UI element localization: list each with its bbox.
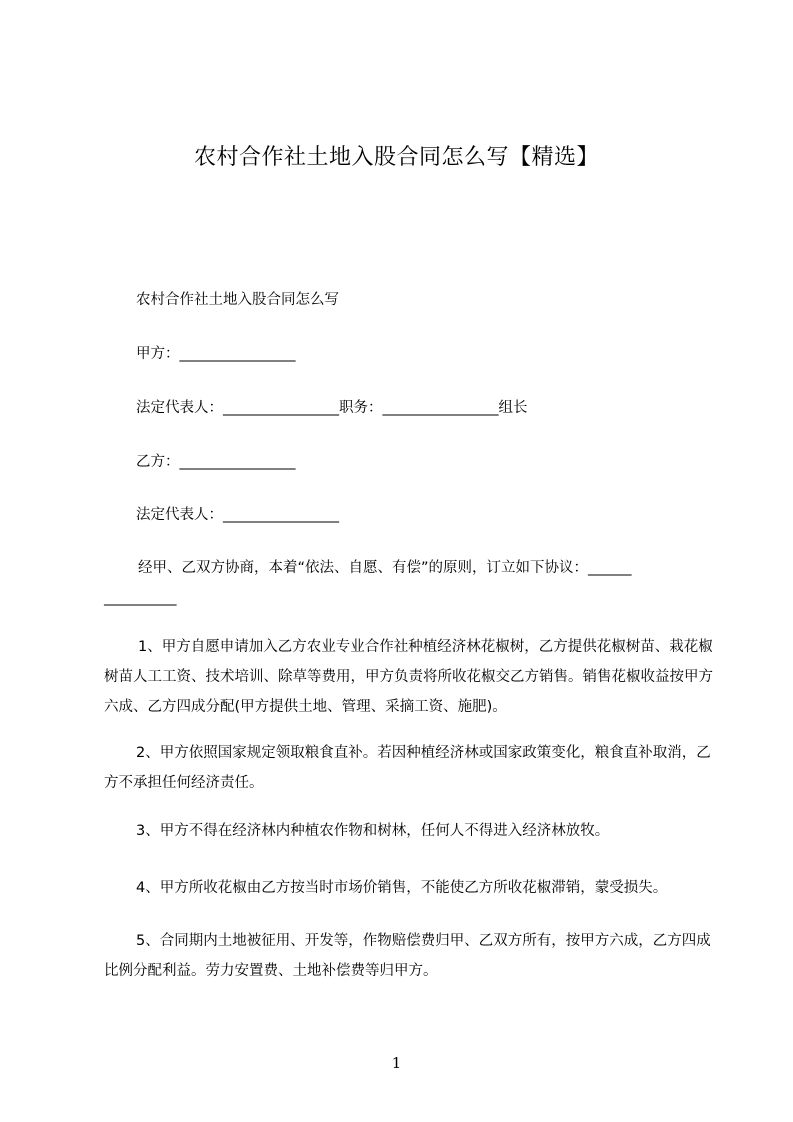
document-title: 农村合作社土地入股合同怎么写【精选】 <box>193 145 599 170</box>
clause-4: 4、甲方所收花椒由乙方按当时市场价销售，不能使乙方所收花椒滞销，蒙受损失。 <box>136 880 668 896</box>
party-b-field: 乙方：________________ <box>136 454 296 470</box>
clause-2: 2、甲方依照国家规定领取粮食直补。若因种植经济林或国家政策变化，粮食直补取消，乙方不承担任何经济责任。 <box>104 745 711 791</box>
preamble-paragraph: 经甲、乙双方协商，本着“依法、自愿、有偿”的原则，订立如下协议：______ __________ <box>104 560 632 606</box>
clause-5: 5、合同期内土地被征用、开发等，作物赔偿费归甲、乙双方所有，按甲方六成，乙方四成比例分配利益。劳力安置费、土地补偿费等归甲方。 <box>104 933 711 979</box>
page-number: 1 <box>391 1054 402 1072</box>
representative-b-field: 法定代表人：________________ <box>136 507 339 523</box>
clause-1: 1、甲方自愿申请加入乙方农业专业合作社种植经济林花椒树，乙方提供花椒树苗、栽花椒树苗人工工资、技术培训、除草等费用，甲方负责将所收花椒交乙方销售。销售花椒收益按甲方六成、乙方四成分配(甲方提供土地、管理、采摘工资、施肥)。 <box>104 639 713 715</box>
clause-3: 3、甲方不得在经济林内种植农作物和树林，任何人不得进入经济林放牧。 <box>136 823 610 839</box>
document-subtitle: 农村合作社土地入股合同怎么写 <box>136 292 339 308</box>
representative-a-field: 法定代表人：________________职务：________________组长 <box>136 400 528 416</box>
party-a-field: 甲方：________________ <box>136 346 296 362</box>
